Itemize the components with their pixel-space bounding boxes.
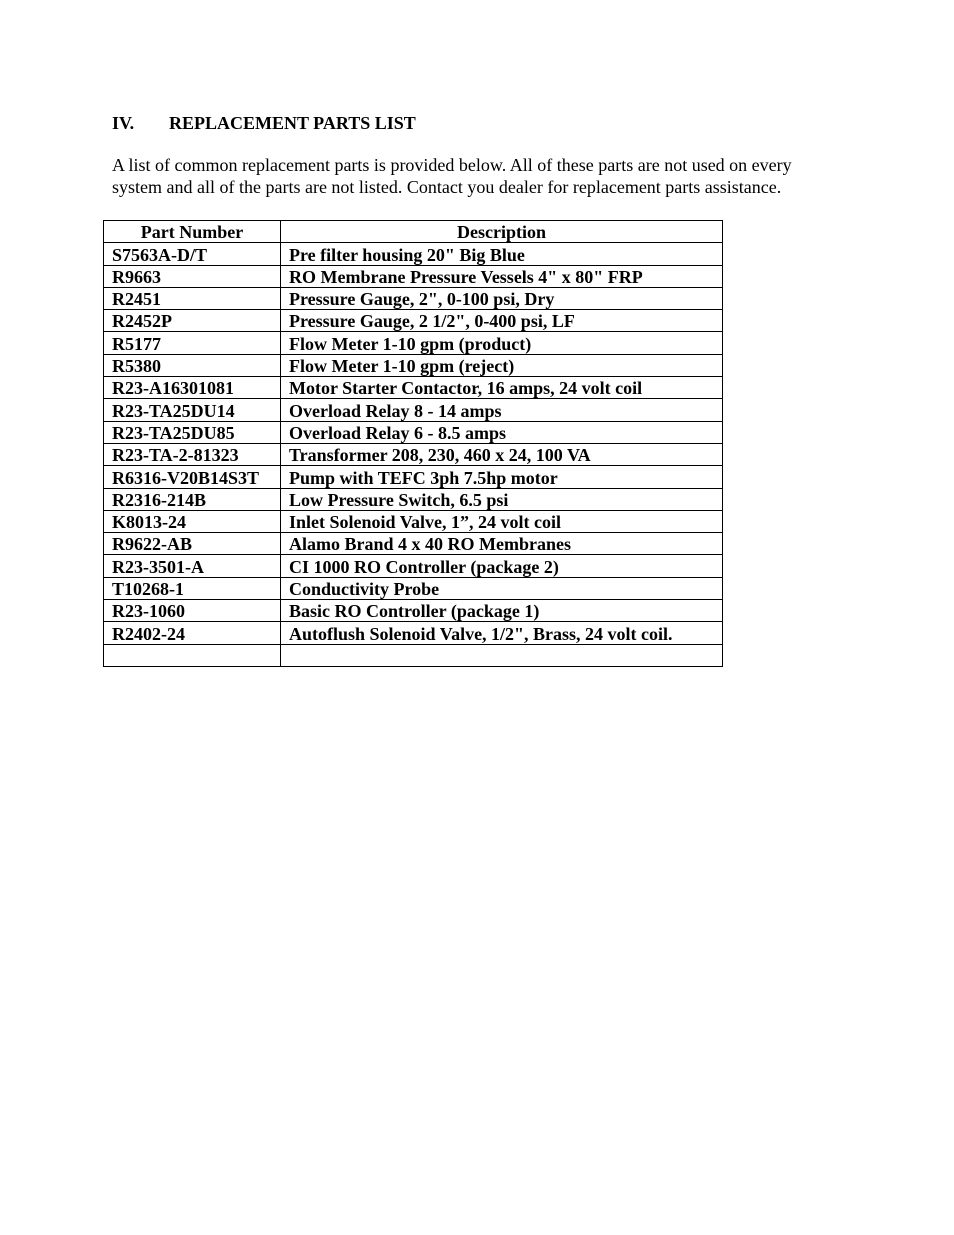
table-row xyxy=(104,488,723,510)
table-row xyxy=(104,421,723,443)
table-body xyxy=(104,243,723,667)
description-cell: Overload Relay 6 - 8.5 amps xyxy=(281,421,723,443)
part-number-cell: R23-3501-A xyxy=(104,555,281,577)
description-cell: Pre filter housing 20" Big Blue xyxy=(281,243,723,265)
table-row xyxy=(104,399,723,421)
part-number-cell: R5177 xyxy=(104,332,281,354)
description-cell: Alamo Brand 4 x 40 RO Membranes xyxy=(281,533,723,555)
description-cell: Basic RO Controller (package 1) xyxy=(281,600,723,622)
description-cell: CI 1000 RO Controller (package 2) xyxy=(281,555,723,577)
description-cell xyxy=(281,644,723,666)
description-cell: RO Membrane Pressure Vessels 4" x 80" FRP xyxy=(281,265,723,287)
description-cell: Pressure Gauge, 2 1/2", 0-400 psi, LF xyxy=(281,310,723,332)
intro-line: A list of common replacement parts is provided below. All of these parts are not used on every xyxy=(112,155,792,175)
part-number-cell: R9622-AB xyxy=(104,533,281,555)
description-cell: Conductivity Probe xyxy=(281,577,723,599)
description-cell: Flow Meter 1-10 gpm (reject) xyxy=(281,354,723,376)
table-header-row xyxy=(104,221,723,243)
part-number-cell: R23-TA25DU14 xyxy=(104,399,281,421)
section-title: REPLACEMENT PARTS LIST xyxy=(169,113,416,133)
part-number-cell: R5380 xyxy=(104,354,281,376)
description-cell: Flow Meter 1-10 gpm (product) xyxy=(281,332,723,354)
table-row xyxy=(104,377,723,399)
part-number-cell: R23-TA25DU85 xyxy=(104,421,281,443)
description-cell: Transformer 208, 230, 460 x 24, 100 VA xyxy=(281,443,723,465)
table-row xyxy=(104,287,723,309)
table-row xyxy=(104,443,723,465)
description-cell: Pump with TEFC 3ph 7.5hp motor xyxy=(281,466,723,488)
part-number-cell: K8013-24 xyxy=(104,510,281,532)
description-cell: Pressure Gauge, 2", 0-100 psi, Dry xyxy=(281,287,723,309)
table-row xyxy=(104,466,723,488)
part-number-cell: S7563A-D/T xyxy=(104,243,281,265)
part-number-cell: R23-1060 xyxy=(104,600,281,622)
table-row xyxy=(104,510,723,532)
description-cell: Autoflush Solenoid Valve, 1/2", Brass, 24 volt coil. xyxy=(281,622,723,644)
description-cell: Low Pressure Switch, 6.5 psi xyxy=(281,488,723,510)
table-row xyxy=(104,555,723,577)
description-cell: Overload Relay 8 - 14 amps xyxy=(281,399,723,421)
intro-paragraph xyxy=(112,155,852,198)
part-number-cell: R2402-24 xyxy=(104,622,281,644)
table-row xyxy=(104,600,723,622)
header-part-number: Part Number xyxy=(104,221,281,243)
table-row xyxy=(104,243,723,265)
part-number-cell: R23-TA-2-81323 xyxy=(104,443,281,465)
part-number-cell: R2316-214B xyxy=(104,488,281,510)
table-row xyxy=(104,332,723,354)
part-number-cell xyxy=(104,644,281,666)
section-number: IV. xyxy=(112,113,135,133)
part-number-cell: R23-A16301081 xyxy=(104,377,281,399)
part-number-cell: R2451 xyxy=(104,287,281,309)
table-row xyxy=(104,644,723,666)
description-cell: Inlet Solenoid Valve, 1”, 24 volt coil xyxy=(281,510,723,532)
table-row xyxy=(104,577,723,599)
intro-line: system and all of the parts are not listed. Contact you dealer for replacement parts assistance. xyxy=(112,176,782,197)
header-description: Description xyxy=(281,221,723,243)
description-cell: Motor Starter Contactor, 16 amps, 24 volt coil xyxy=(281,377,723,399)
table-row xyxy=(104,265,723,287)
section-heading xyxy=(112,112,416,134)
table-row xyxy=(104,354,723,376)
part-number-cell: R2452P xyxy=(104,310,281,332)
table-row xyxy=(104,533,723,555)
replacement-parts-table xyxy=(103,220,723,667)
table-row xyxy=(104,622,723,644)
part-number-cell: T10268-1 xyxy=(104,577,281,599)
table-row xyxy=(104,310,723,332)
part-number-cell: R9663 xyxy=(104,265,281,287)
part-number-cell: R6316-V20B14S3T xyxy=(104,466,281,488)
